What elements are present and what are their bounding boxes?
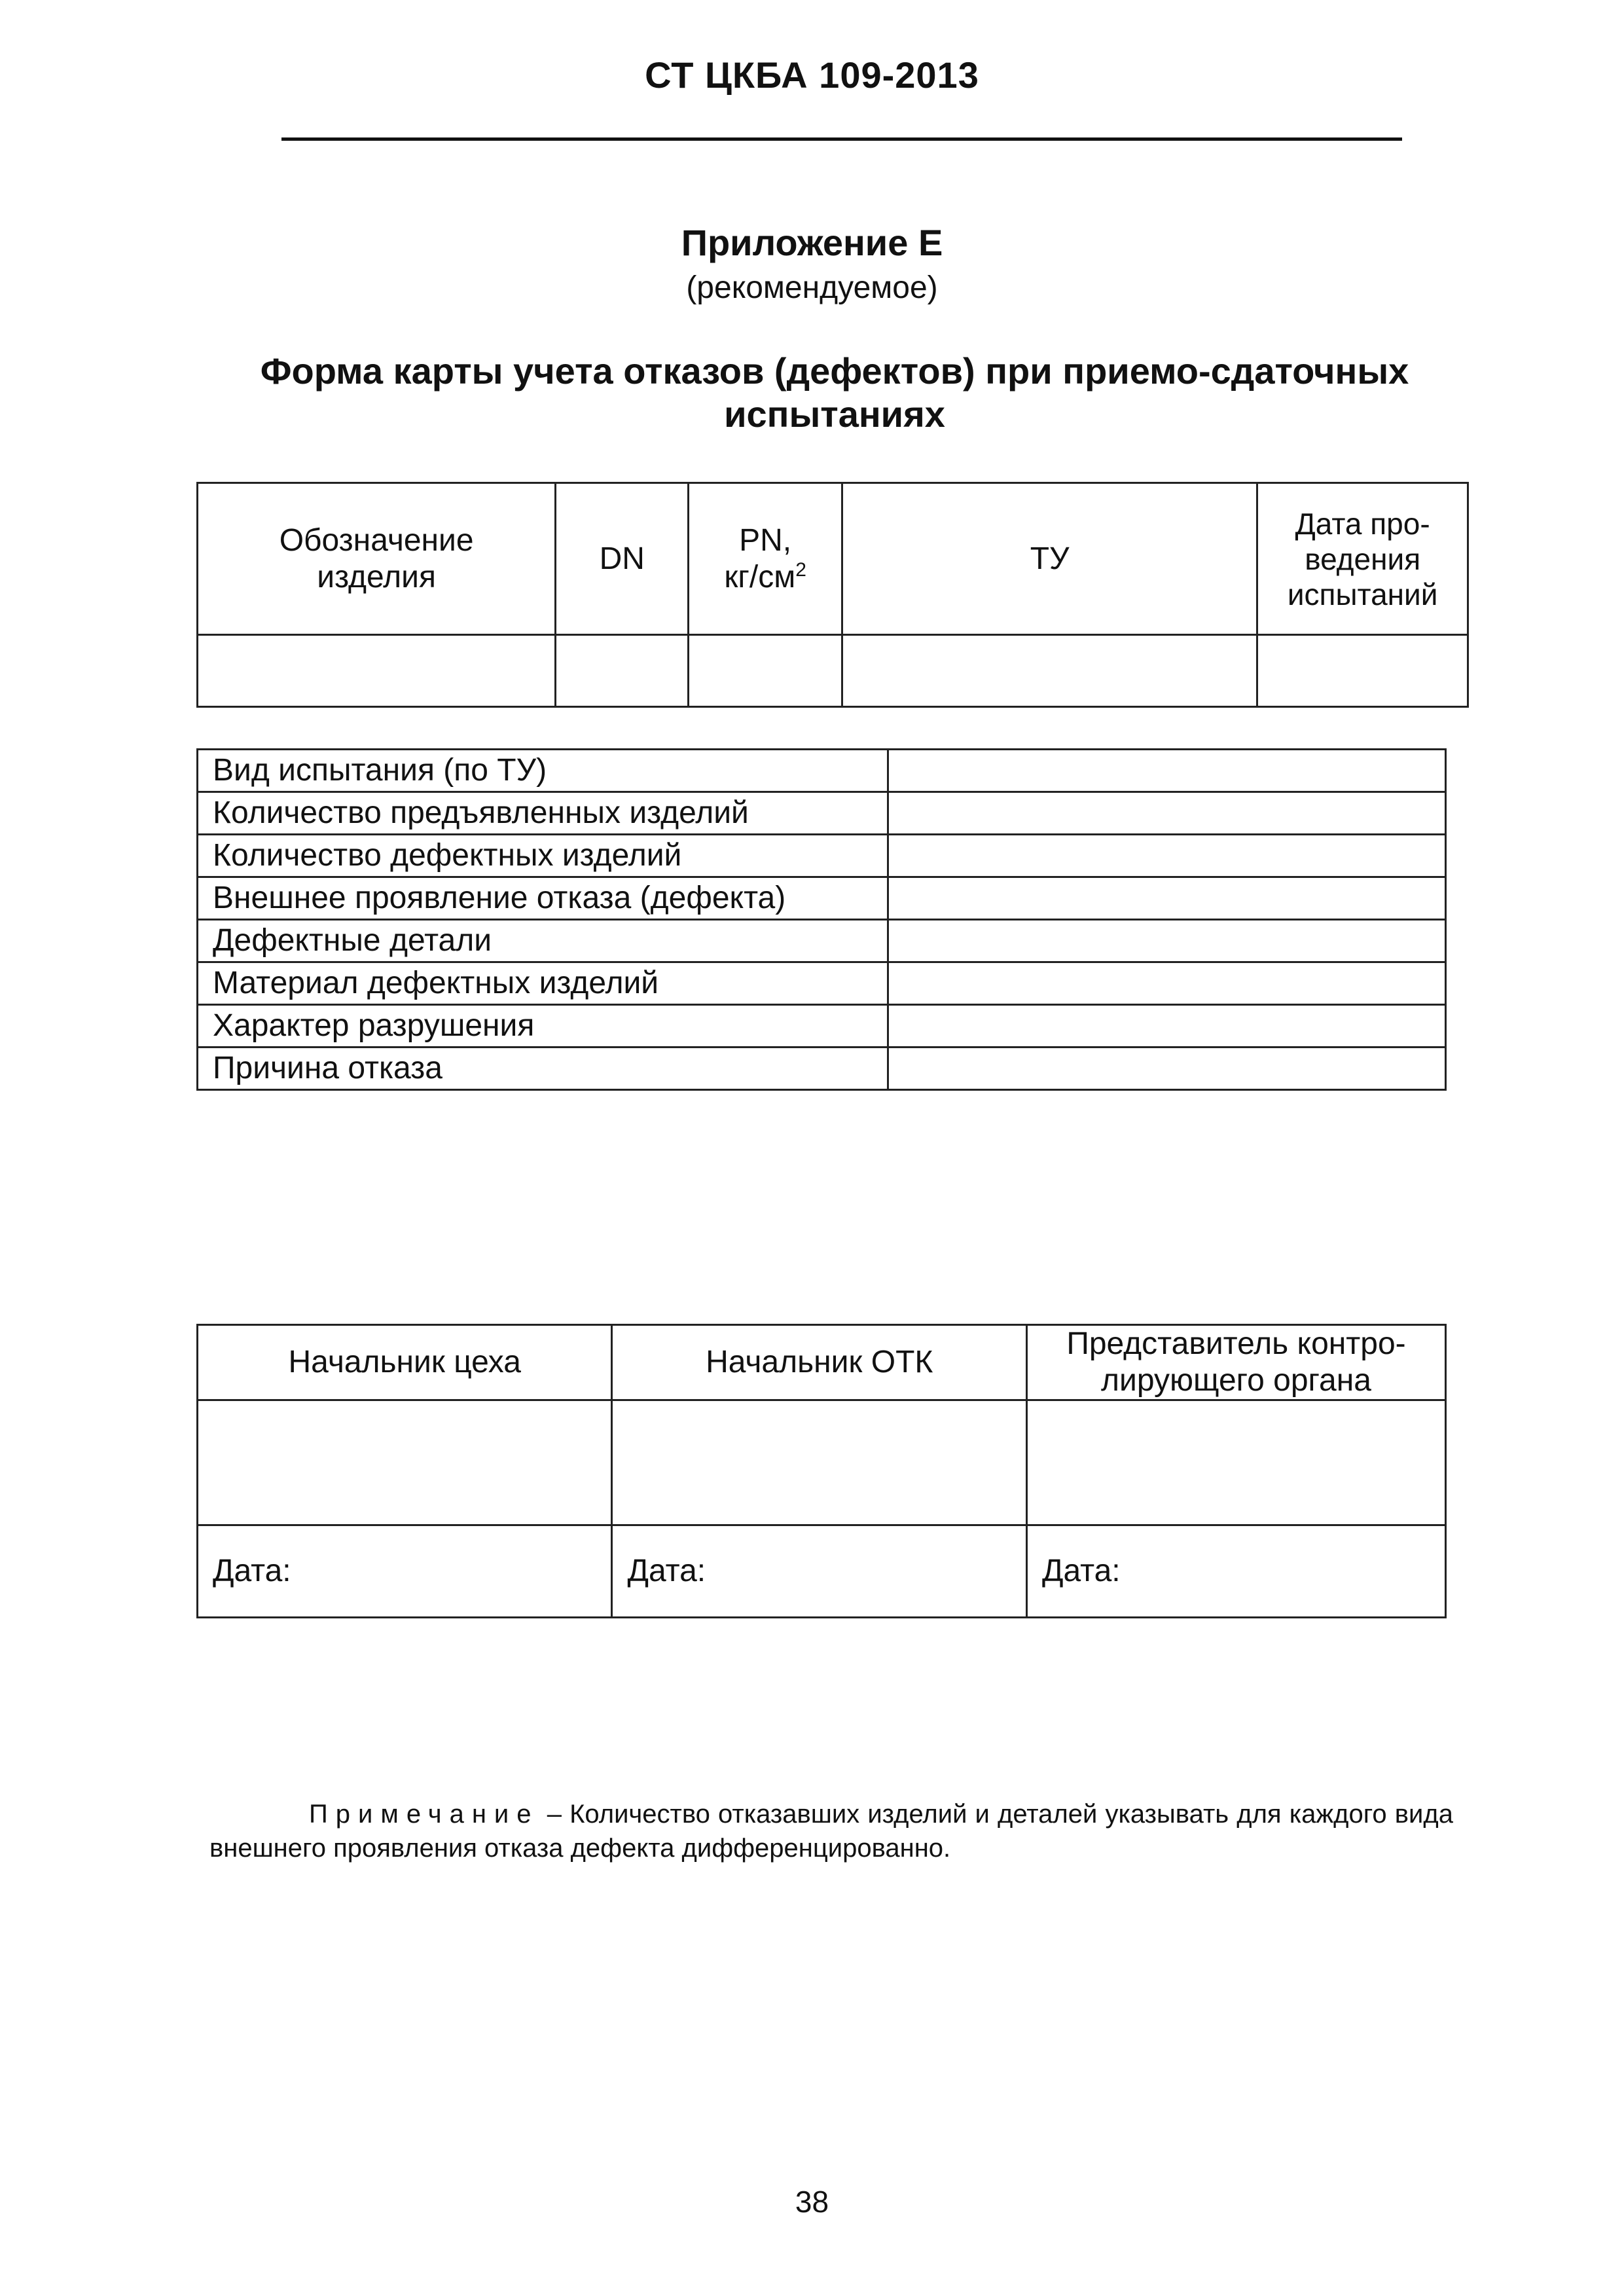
header-authority-rep (1026, 1325, 1445, 1400)
header-pn-unit: кг/см (724, 559, 796, 594)
failure-manifestation-field[interactable] (888, 877, 1446, 920)
qc-head-date-field[interactable]: Дата: (612, 1525, 1026, 1618)
signatures-header-row (198, 1325, 1446, 1400)
header-test-date-line3: испытаний (1287, 577, 1438, 611)
form-title: Форма карты учета отказов (дефектов) при приемо-сдаточных испытаниях (260, 350, 1409, 435)
row-label-failure-manifestation: Внешнее проявление отказа (дефекта) (198, 877, 888, 920)
table-row (198, 877, 1446, 920)
defect-details-table (196, 748, 1447, 1091)
document-code: СТ ЦКБА 109-2013 (645, 54, 979, 96)
table-row (198, 792, 1446, 835)
dn-field[interactable] (556, 635, 689, 707)
appendix-title: Приложение Е (681, 222, 943, 263)
fracture-nature-field[interactable] (888, 1005, 1446, 1048)
shop-head-signature-field[interactable] (198, 1400, 612, 1525)
note-heading: Примечание (309, 1800, 539, 1829)
row-label-test-type: Вид испытания (по ТУ) (198, 750, 888, 792)
table-row (198, 1005, 1446, 1048)
row-label-fracture-nature: Характер разрушения (198, 1005, 888, 1048)
failure-cause-field[interactable] (888, 1048, 1446, 1090)
dates-row (198, 1525, 1446, 1618)
designation-field[interactable] (198, 635, 556, 707)
pn-field[interactable] (689, 635, 842, 707)
header-rule (281, 137, 1402, 141)
row-label-defective-parts: Дефектные детали (198, 920, 888, 962)
tu-field[interactable] (842, 635, 1257, 707)
row-label-defective-count: Количество дефектных изделий (198, 835, 888, 877)
defective-material-field[interactable] (888, 962, 1446, 1005)
header-dn: DN (556, 483, 689, 635)
header-designation-line1: Обозначение (279, 522, 474, 558)
product-info-header-row (198, 483, 1468, 635)
signatures-row (198, 1400, 1446, 1525)
defective-count-field[interactable] (888, 835, 1446, 877)
shop-head-date-field[interactable]: Дата: (198, 1525, 612, 1618)
header-authority-rep-line2: лирующего органа (1101, 1363, 1371, 1398)
signatures-table (196, 1324, 1447, 1618)
product-info-table (196, 482, 1469, 708)
row-label-failure-cause: Причина отказа (198, 1048, 888, 1090)
row-label-submitted-count: Количество предъявленных изделий (198, 792, 888, 835)
note-text: – Количество отказавших изделий и деталей указывать для каждого вида внешнего проявления отказа дефекта дифференцированно. (209, 1800, 1453, 1863)
product-info-entry-row (198, 635, 1468, 707)
header-test-date (1257, 483, 1468, 635)
authority-rep-signature-field[interactable] (1026, 1400, 1445, 1525)
header-qc-head: Начальник ОТК (612, 1325, 1026, 1400)
header-tu: ТУ (842, 483, 1257, 635)
table-row (198, 750, 1446, 792)
page-number: 38 (795, 2185, 829, 2219)
qc-head-signature-field[interactable] (612, 1400, 1026, 1525)
submitted-count-field[interactable] (888, 792, 1446, 835)
footnote (209, 1797, 1453, 1865)
header-pn-line1: PN, (739, 522, 792, 558)
defective-parts-field[interactable] (888, 920, 1446, 962)
header-designation-line2: изделия (317, 559, 436, 594)
header-pn (689, 483, 842, 635)
header-authority-rep-line1: Представитель контро- (1066, 1326, 1406, 1361)
table-row (198, 920, 1446, 962)
header-designation (198, 483, 556, 635)
table-row (198, 835, 1446, 877)
header-pn-exponent: 2 (795, 558, 806, 581)
appendix-subtitle: (рекомендуемое) (686, 270, 938, 305)
table-row (198, 1048, 1446, 1090)
authority-rep-date-field[interactable]: Дата: (1026, 1525, 1445, 1618)
header-test-date-line2: ведения (1305, 541, 1421, 576)
header-shop-head: Начальник цеха (198, 1325, 612, 1400)
test-type-field[interactable] (888, 750, 1446, 792)
header-test-date-line1: Дата про- (1295, 506, 1430, 541)
row-label-defective-material: Материал дефектных изделий (198, 962, 888, 1005)
table-row (198, 962, 1446, 1005)
header-pn-line2 (689, 559, 841, 596)
test-date-field[interactable] (1257, 635, 1468, 707)
